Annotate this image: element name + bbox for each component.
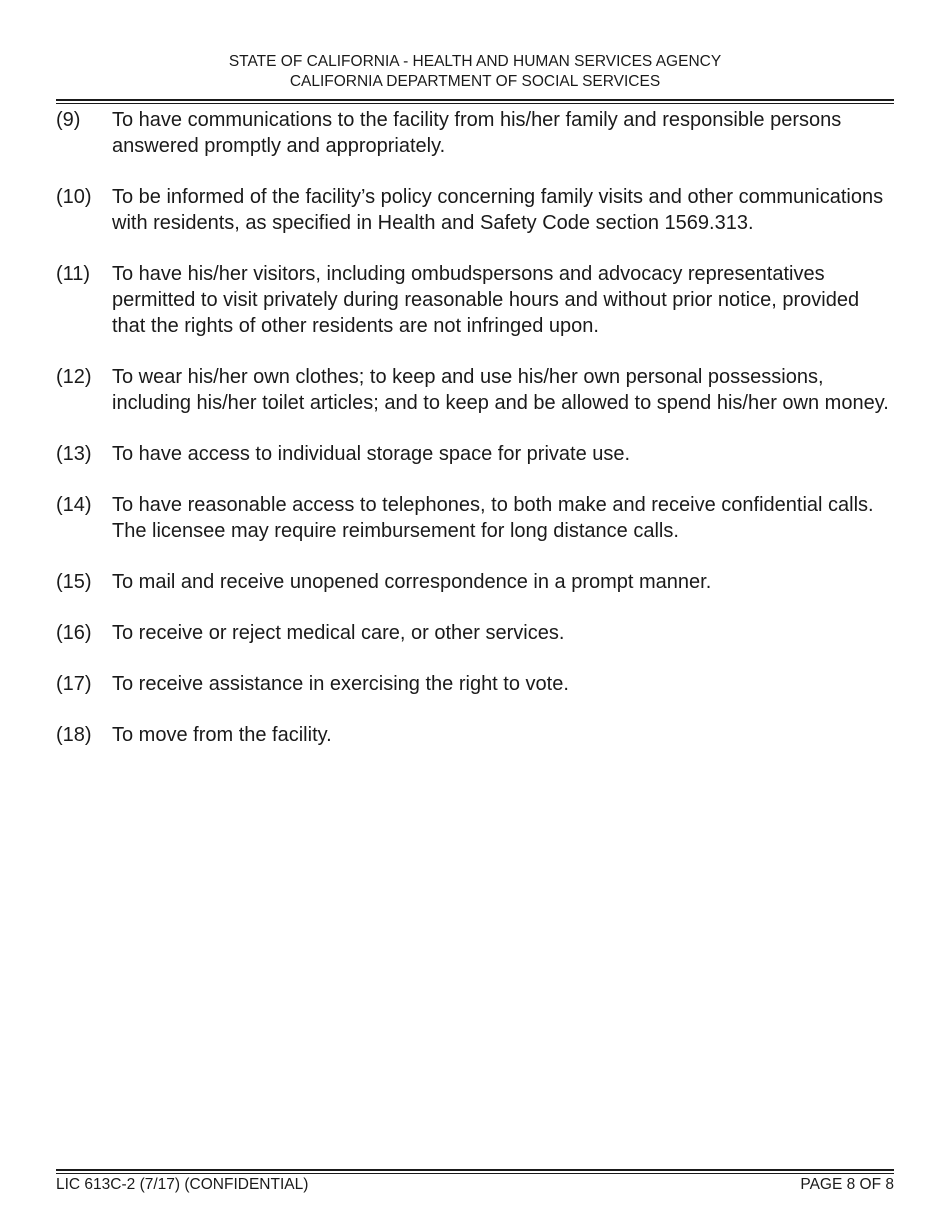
- item-number: (12): [56, 366, 92, 388]
- list-item: [56, 261, 896, 339]
- document-header: [0, 52, 950, 92]
- item-text: To receive or reject medical care, or other services.: [112, 622, 565, 644]
- list-item: [56, 184, 896, 236]
- list-item: [56, 364, 896, 416]
- item-text: To move from the facility.: [112, 724, 332, 746]
- item-number: (18): [56, 724, 92, 746]
- list-item: [56, 569, 896, 595]
- item-text: To wear his/her own clothes; to keep and use his/her own personal possessions, including his/her toilet articles; and to keep and be allowed to spend his/her own money.: [112, 366, 889, 414]
- item-number: (10): [56, 186, 92, 208]
- header-rule-thin: [56, 103, 894, 104]
- form-identifier: LIC 613C-2 (7/17) (CONFIDENTIAL): [56, 1176, 309, 1193]
- list-item: [56, 671, 896, 697]
- item-number: (11): [56, 263, 91, 285]
- item-text: To be informed of the facility’s policy concerning family visits and other communications with residents, as specified in Health and Safety Code section 1569.313.: [112, 186, 884, 234]
- item-text: To have communications to the facility from his/her family and responsible persons answered promptly and appropriately.: [112, 109, 842, 157]
- item-number: (14): [56, 494, 92, 516]
- item-number: (16): [56, 622, 92, 644]
- item-text: To have his/her visitors, including ombudspersons and advocacy representatives permitted to visit privately during reasonable hours and without prior notice, provided that the rights of other residents are not infringed upon.: [112, 263, 860, 337]
- footer-rule-thick: [56, 1169, 894, 1171]
- item-number: (15): [56, 571, 92, 593]
- item-text: To receive assistance in exercising the right to vote.: [112, 673, 569, 695]
- item-text: To have access to individual storage space for private use.: [112, 443, 631, 465]
- header-agency: STATE OF CALIFORNIA - HEALTH AND HUMAN SERVICES AGENCY: [228, 53, 722, 70]
- item-text: To have reasonable access to telephones, to both make and receive confidential calls. The licensee may require reimbursement for long distance calls.: [112, 494, 874, 542]
- list-item: [56, 722, 896, 748]
- footer-rule-thin: [56, 1173, 894, 1174]
- rights-list: [56, 107, 896, 773]
- page-number: PAGE 8 OF 8: [800, 1176, 894, 1193]
- list-item: [56, 441, 896, 467]
- list-item: [56, 620, 896, 646]
- item-number: (13): [56, 443, 92, 465]
- item-text: To mail and receive unopened correspondence in a prompt manner.: [112, 571, 712, 593]
- item-number: (9): [56, 109, 81, 131]
- header-department: CALIFORNIA DEPARTMENT OF SOCIAL SERVICES: [289, 73, 661, 90]
- header-rule-thick: [56, 99, 894, 101]
- item-number: (17): [56, 673, 92, 695]
- list-item: [56, 107, 896, 159]
- list-item: [56, 492, 896, 544]
